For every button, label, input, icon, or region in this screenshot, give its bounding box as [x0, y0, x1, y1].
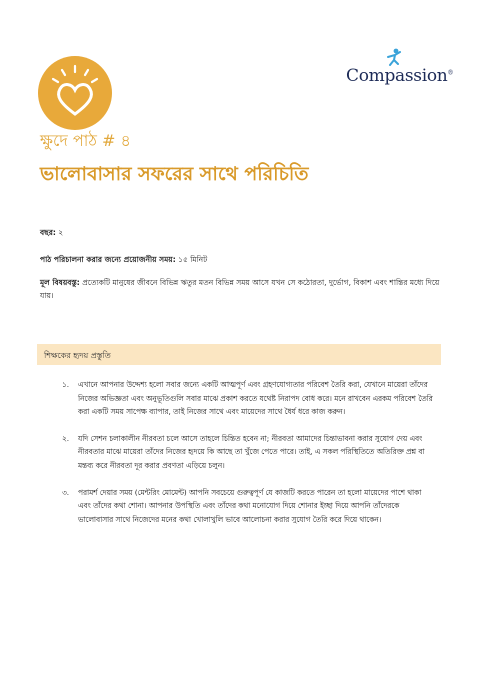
time-value: ১৫ মিনিট — [178, 255, 208, 264]
brand-logo-text: Compassion® — [346, 66, 454, 86]
list-item-text: যদি সেশন চলাকালীন নীরবতা চলে আসে তাহলে চিন্তিত হবেন না; নীরবতা আমাদের চিন্তাভাবনা করার সুযোগ দেয় এবং নীরবতার মাঝে মায়েরা তাঁদের নিজের হৃদয়ে কি আছে তা খুঁজে পেতে পারে। তাই, এ সকল পরিস্থিতিতে অতিরিক্ত প্রশ্ন বা মন্তব্য করে নীরবতা দূর করার প্রবণতা এড়িয়ে চলুন। — [78, 433, 425, 470]
list-item — [62, 378, 434, 419]
list-item — [62, 432, 434, 473]
list-item-number: ৩. — [62, 487, 70, 497]
steps-list — [62, 378, 434, 539]
compassion-figure-icon — [386, 48, 402, 66]
theme-line — [40, 276, 444, 302]
time-line — [40, 255, 207, 267]
heart-badge-icon — [38, 56, 112, 130]
section-title: শিক্ষকের হৃদয় প্রস্তুতি — [44, 351, 111, 360]
list-item-number: ১. — [62, 380, 70, 389]
list-item-text: এখানে আপনার উদ্দেশ্য হলো সবার জন্যে একটি আত্মপূর্ণ এবং গ্রহণযোগ্যতার পরিবেশ তৈরি করা, যেখানে মায়েরা তাঁদের নিজের অভিজ্ঞতা এবং অনুভূতিগুলি সবার মাঝে প্রকাশ করতে যথেষ্ট নিরাপদ বোধ করে। মনে রাখবেন এরকম পরিবেশ তৈরি করা একটি সময় সাপেক্ষ ব্যাপার, তাই নিজের সাথে এবং মায়েদের সাথে ধৈর্য ধরে কাজ করুন। — [78, 380, 433, 417]
list-item — [62, 486, 434, 527]
year-line — [40, 228, 63, 240]
year-value: ২ — [58, 228, 64, 237]
time-label: পাঠ পরিচালনা করার জন্যে প্রয়োজনীয় সময়: — [40, 255, 176, 264]
year-label: বছর: — [40, 228, 56, 237]
session-number: ক্ষুদে পাঠ # ৪ — [40, 131, 131, 150]
list-item-number: ২. — [62, 433, 70, 443]
page-title: ভালোবাসার সফরের সাথে পরিচিতি — [40, 163, 309, 185]
theme-value: প্রত্যেকটি মানুষের জীবনে বিভিন্ন ঋতুর মতন বিভিন্ন সময় আসে যখন সে কঠোরতা, দুর্ভোগ, বিকাশ এবং শান্তির মধ্যে দিয়ে যায়। — [40, 278, 440, 300]
list-item-text: পরামর্শ দেয়ার সময় (মেন্টরিং মোমেন্ট) আপনি সবচেয়ে গুরুত্বপূর্ণ যে কাজটি করতে পারেন তা হলো মায়েদের পাশে থাকা এবং তাঁদের কথা শোনা। আপনার উপস্থিতি এবং তাঁদের কথা মনোযোগ দিয়ে শোনার ইচ্ছা দিয়ে আপনি তাঁদেরকে ভালোবাসার সাথে নিজেদের মনের কথা খোলাখুলি ভাবে আলোচনা করার সুযোগ তৈরি করে দিয়ে থাকেন। — [78, 487, 422, 524]
theme-label: মূল বিষয়বস্তু: — [40, 278, 80, 287]
